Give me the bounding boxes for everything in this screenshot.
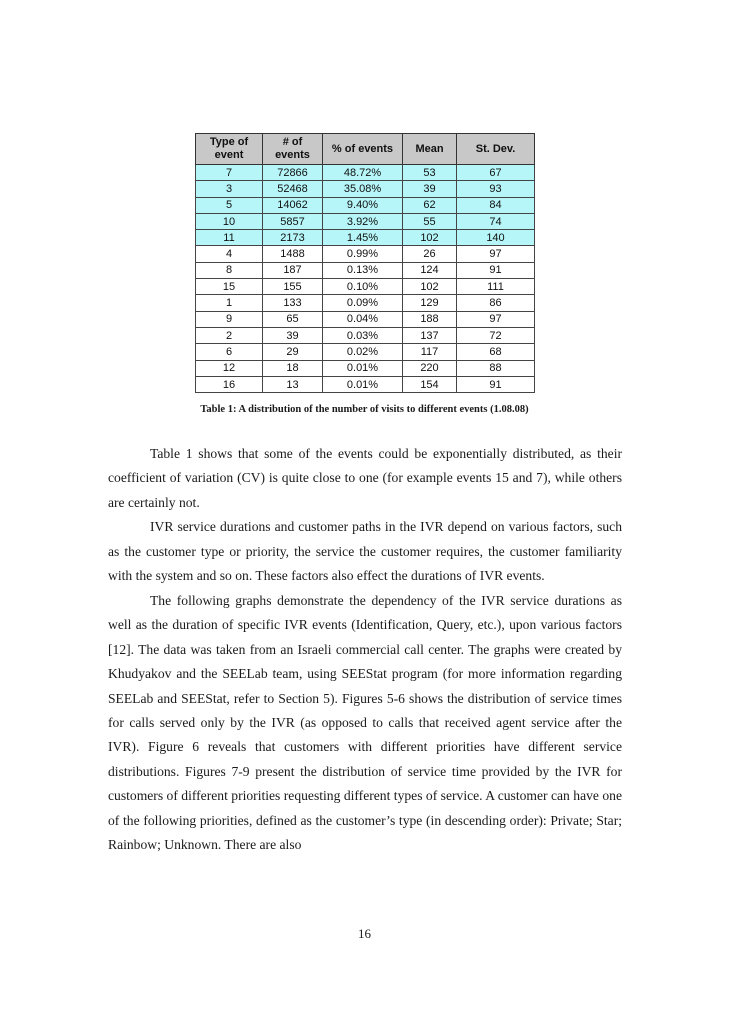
header-mean: Mean [403,134,457,165]
cell-event-count: 155 [263,279,323,295]
cell-event-percent: 0.03% [323,327,403,343]
cell-event-type: 15 [196,279,263,295]
cell-event-count: 52468 [263,181,323,197]
table-row [196,295,535,311]
cell-mean: 26 [403,246,457,262]
cell-event-percent: 3.92% [323,213,403,229]
cell-event-percent: 0.01% [323,360,403,376]
cell-event-percent: 0.10% [323,279,403,295]
table-body [196,165,535,393]
cell-event-percent: 9.40% [323,197,403,213]
cell-event-percent: 0.04% [323,311,403,327]
cell-event-count: 187 [263,262,323,278]
cell-event-percent: 0.01% [323,376,403,392]
cell-event-count: 2173 [263,230,323,246]
cell-event-percent: 35.08% [323,181,403,197]
cell-event-percent: 0.13% [323,262,403,278]
cell-st-dev: 74 [457,213,535,229]
cell-event-count: 65 [263,311,323,327]
cell-event-count: 5857 [263,213,323,229]
cell-mean: 53 [403,165,457,181]
cell-event-type: 16 [196,376,263,392]
cell-mean: 220 [403,360,457,376]
cell-mean: 124 [403,262,457,278]
table-row [196,181,535,197]
cell-event-type: 6 [196,344,263,360]
cell-mean: 129 [403,295,457,311]
paragraph-2: IVR service durations and customer paths in the IVR depend on various factors, such as the customer type or priority, the service the customer requires, the customer familiarity with the system and so on. These factors also effect the durations of IVR events. [108,519,622,584]
cell-event-count: 1488 [263,246,323,262]
cell-event-percent: 1.45% [323,230,403,246]
cell-event-type: 12 [196,360,263,376]
cell-st-dev: 91 [457,262,535,278]
table-row [196,344,535,360]
cell-st-dev: 91 [457,376,535,392]
table-row [196,262,535,278]
cell-st-dev: 72 [457,327,535,343]
events-table-container [195,133,534,393]
cell-st-dev: 111 [457,279,535,295]
cell-mean: 102 [403,230,457,246]
cell-event-count: 18 [263,360,323,376]
cell-event-count: 14062 [263,197,323,213]
cell-event-type: 8 [196,262,263,278]
cell-event-type: 10 [196,213,263,229]
paragraph-1: Table 1 shows that some of the events could be exponentially distributed, as their coefficient of variation (CV) is quite close to one (for example events 15 and 7), while others are certainly not. [108,446,622,510]
cell-mean: 102 [403,279,457,295]
body-text [108,442,622,858]
table-row [196,376,535,392]
table-row [196,213,535,229]
cell-st-dev: 84 [457,197,535,213]
table-row [196,230,535,246]
cell-event-percent: 0.99% [323,246,403,262]
header-number-of-events: # of events [263,134,323,165]
cell-st-dev: 97 [457,246,535,262]
cell-event-type: 3 [196,181,263,197]
cell-event-count: 39 [263,327,323,343]
table-row [196,279,535,295]
cell-mean: 55 [403,213,457,229]
cell-mean: 188 [403,311,457,327]
cell-event-type: 9 [196,311,263,327]
cell-st-dev: 88 [457,360,535,376]
table-row [196,327,535,343]
cell-mean: 39 [403,181,457,197]
page-number: 16 [358,926,371,941]
header-st-dev: St. Dev. [457,134,535,165]
table-row [196,246,535,262]
cell-event-count: 13 [263,376,323,392]
cell-mean: 137 [403,327,457,343]
cell-st-dev: 86 [457,295,535,311]
table-row [196,311,535,327]
cell-mean: 154 [403,376,457,392]
cell-event-type: 2 [196,327,263,343]
cell-event-type: 1 [196,295,263,311]
cell-mean: 62 [403,197,457,213]
header-type-of-event: Type of event [196,134,263,165]
cell-st-dev: 97 [457,311,535,327]
cell-event-count: 72866 [263,165,323,181]
events-distribution-table [195,133,535,393]
table-header-row [196,134,535,165]
cell-st-dev: 93 [457,181,535,197]
cell-mean: 117 [403,344,457,360]
table-caption: Table 1: A distribution of the number of visits to different events (1.08.08) [200,404,529,415]
cell-event-count: 133 [263,295,323,311]
cell-st-dev: 140 [457,230,535,246]
cell-event-percent: 0.02% [323,344,403,360]
table-row [196,197,535,213]
header-percent-of-events: % of events [323,134,403,165]
cell-event-count: 29 [263,344,323,360]
paragraph-3: The following graphs demonstrate the dependency of the IVR service durations as well as the duration of specific IVR events (Identification, Query, etc.), upon various factors [12]. The data was taken from an Israeli commercial call center. The graphs were created by Khudyakov and the SEELab team, using SEEStat program (for more information regarding SEELab and SEEStat, refer to Section 5). Figures 5-6 shows the distribution of service times for calls served only by the IVR (as opposed to calls that received agent service after the IVR). Figure 6 reveals that customers with different priorities have different service distributions. Figures 7-9 present the distribution of service time provided by the IVR for customers of different priorities requesting different types of service. A customer can have one of the following priorities, defined as the customer’s type (in descending order): Private; Star; Rainbow; Unknown. There are also [108,592,622,853]
cell-st-dev: 67 [457,165,535,181]
cell-event-type: 5 [196,197,263,213]
cell-event-type: 11 [196,230,263,246]
cell-st-dev: 68 [457,344,535,360]
table-row [196,360,535,376]
cell-event-percent: 48.72% [323,165,403,181]
table-row [196,165,535,181]
cell-event-type: 4 [196,246,263,262]
cell-event-type: 7 [196,165,263,181]
cell-event-percent: 0.09% [323,295,403,311]
